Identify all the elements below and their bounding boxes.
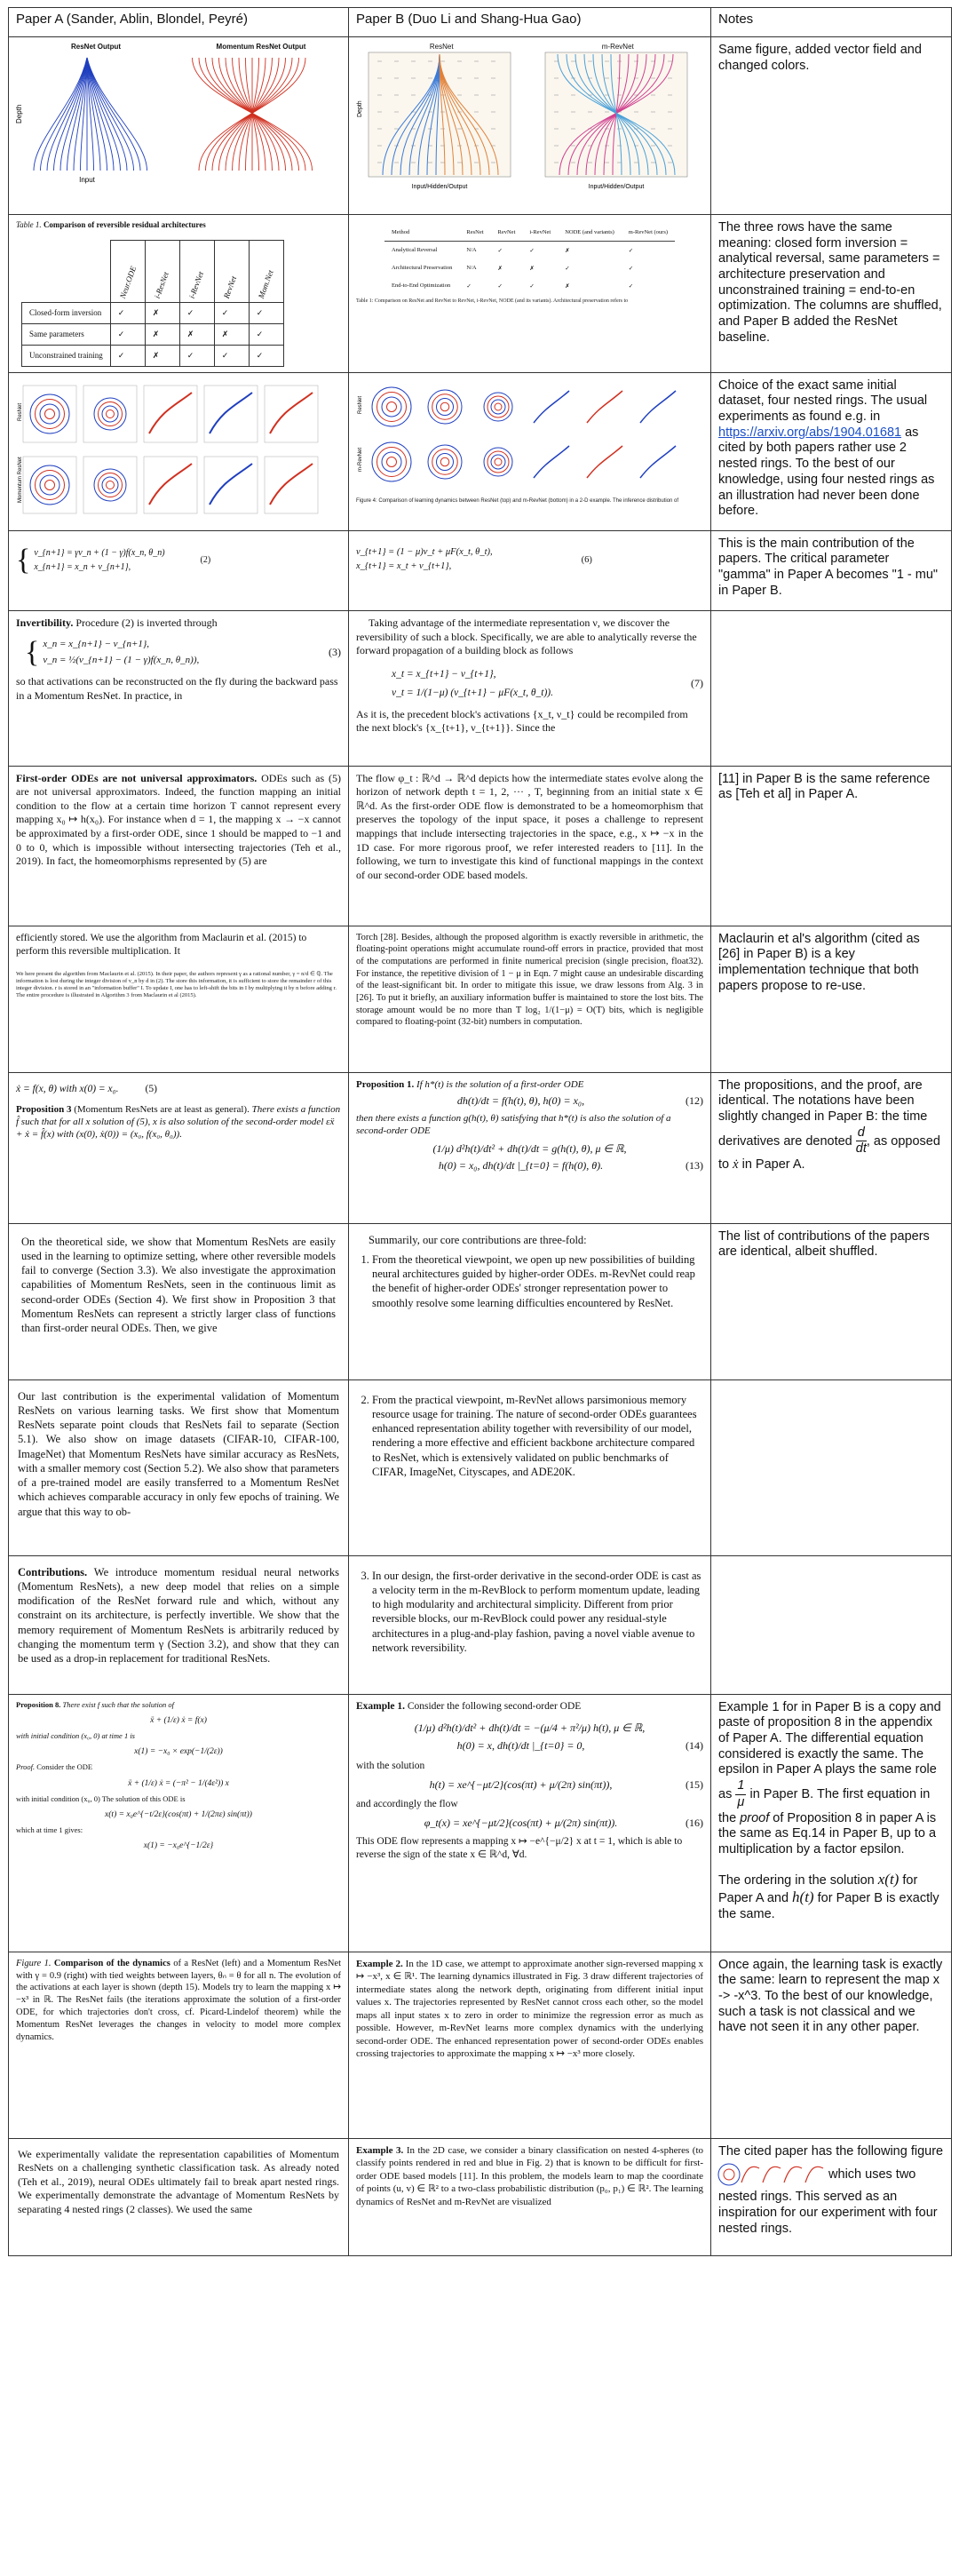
note-1: Same figure, added vector field and changed colors. bbox=[711, 37, 952, 215]
row-example-3 bbox=[9, 2138, 952, 2255]
cell-b-contrib-1 bbox=[349, 1223, 711, 1379]
cell-b-ode: The flow φ_t : ℝ^d → ℝ^d depicts how the intermediate states evolve along the horizon of network depth t = 1, 2, ··· , T, beginning from an initial state x ∈ ℝ^d. As the first-order ODE flow is demonstrated to be a homeomorphism that preserves the topology of the input space, it poses a challenge to represent mappings that include intersecting trajectories in the space, e.g., x ↦ −x in the 1D case. For more rigorous proof, we refer interested readers to [11]. In the following, we turn to investigate this kind of functional mappings in the context of our second-order ODE based models. bbox=[349, 766, 711, 926]
row-contributions-2 bbox=[9, 1379, 952, 1555]
fig-a-rings-ylabel-top: ResNet bbox=[18, 402, 23, 421]
fig-b-right-title: m-RevNet bbox=[601, 43, 634, 51]
note-8-after: in Paper A. bbox=[738, 1157, 805, 1173]
ring bbox=[428, 445, 462, 479]
table-a-cell: ✓ bbox=[179, 345, 214, 366]
table-b-cell: ✓ bbox=[628, 248, 634, 254]
note-8 bbox=[711, 1072, 952, 1223]
inv-b-text1: Taking advantage of the intermediate representation ν, we discover the reversibility of such a block. Specifically, we are able to analytically reverse the forward propagation of a building block as follows bbox=[356, 616, 697, 657]
cell-b-table bbox=[349, 215, 711, 373]
note-14-after: which uses two nested rings. This served as an inspiration for our experiment with four nested rings. bbox=[718, 2167, 938, 2236]
cell-a-rings bbox=[9, 372, 349, 530]
note-12-p3: of Proposition 8 in paper A is the same as Eq.14 in Paper B, up to a multiplication by a factor epsilon. bbox=[718, 1810, 937, 1856]
fig-a-right-lines bbox=[193, 58, 313, 171]
contrib-a-heading: Contributions. bbox=[18, 1565, 88, 1578]
fig-b-rings-caption: Figure 4: Comparison of learning dynamics between ResNet (top) and m-RevNet (bottom) in a 2-D example. The inference distribution of bbox=[356, 497, 679, 504]
note-3-text-after: as cited by both papers rather use 2 nested rings. To the best of our knowledge, using four nested rings as an illustration had never been done before. bbox=[718, 425, 935, 519]
header-row bbox=[9, 8, 952, 37]
note-12-p5: for Paper A and bbox=[718, 1872, 918, 1906]
ex1-eq2: h(t) = xe^{−μt/2}(cos(πt) + μ/(2π) sin(πt)), bbox=[429, 1778, 613, 1792]
note-6: [11] in Paper B is the same reference as [Teh et al] in Paper A. bbox=[711, 766, 952, 926]
note-14-text: The cited paper has the following figure bbox=[718, 2143, 944, 2159]
cell-b-figure bbox=[349, 37, 711, 215]
fig-a-resnet-plot bbox=[16, 51, 158, 184]
cell-a-eq2: { v_{n+1} = γv_n + (1 − γ)f(x_n, θ_n) x_{n+1} = x_n + v_{n+1}, (2) bbox=[9, 530, 349, 610]
note-8-text: The propositions, and the proof, are identical. The notations have been slightly changed in Paper B: the time derivatives are denoted bbox=[718, 1077, 928, 1149]
prop-b-eq2b: h(0) = x₀, dh(t)/dt |_{t=0} = f(h(0), θ). bbox=[438, 1159, 604, 1173]
fig-a-left-lines bbox=[34, 58, 147, 171]
note-12-proof: proof bbox=[740, 1810, 770, 1825]
ex1-text: Consider the following second-order ODE bbox=[407, 1700, 582, 1712]
fig-a-rings bbox=[16, 378, 341, 521]
cell-a-contrib-2: Our last contribution is the experimental validation of Momentum ResNets on various learning tasks. We first show that Momentum ResNets separate point clouds that ResNets fail to separate (Section 5.1). We also show on image datasets (CIFAR-10, CIFAR-100, ImageNet) that Momentum ResNets have similar accuracy as ResNets, with a smaller memory cost (Section 5.2). We also show that parameters of a pre-trained model are easily transferred to a Momentum ResNet which achieves comparable accuracy in only few epochs of training. We argue that this way to ob- bbox=[9, 1379, 349, 1555]
note-14 bbox=[711, 2138, 952, 2255]
prop8-text: There exist f such that the solution of bbox=[62, 1699, 175, 1709]
ring bbox=[491, 455, 505, 469]
prop-a-eq-num: (5) bbox=[145, 1083, 157, 1094]
table-b-col: i-RevNet bbox=[529, 229, 551, 235]
note-14-rings-thumbnail bbox=[718, 2159, 825, 2190]
note-8-frac bbox=[856, 1125, 867, 1157]
table-a-caption-label: Table 1. bbox=[16, 220, 42, 229]
table-b-col: RevNet bbox=[497, 229, 516, 235]
ring bbox=[484, 393, 512, 421]
fig-b-rings-ylabel-top: ResNet bbox=[358, 395, 363, 414]
table-a-row-label: Closed-form inversion bbox=[22, 302, 111, 323]
trajectory-line bbox=[784, 2167, 802, 2183]
prop8-proof-text: Consider the ODE bbox=[36, 1762, 93, 1772]
table-b-caption: Table 1: Comparison on ResNet and RevNet to RevNet, i-RevNet, NODE (and its variants). Architectural preservation refers to bbox=[356, 298, 629, 304]
table-b-row-label: Architectural Preservation bbox=[391, 265, 453, 271]
row-invertibility bbox=[9, 610, 952, 766]
note-4: This is the main contribution of the papers. The critical parameter "gamma" in Paper A becomes "1 - mu" in Paper B. bbox=[711, 530, 952, 610]
table-row bbox=[22, 323, 284, 345]
ring bbox=[437, 453, 454, 470]
fig-a-momentum-plot bbox=[181, 51, 323, 184]
note-13: Once again, the learning task is exactly the same: learn to represent the map x -> -x^3. To the best of our knowledge, such a task is not classical and we have not seen it in any other paper. bbox=[711, 1952, 952, 2138]
prop8-mid2: with initial condition (x₀, 0) The solution of this ODE is bbox=[16, 1793, 186, 1803]
inv-a-text2: so that activations can be reconstructed on the fly during the backward pass in a Momentum ResNet. In practice, in bbox=[16, 675, 338, 703]
note-12-p1: Example 1 for in Paper B is a copy and paste of proposition 8 in the appendix of Paper A. The differential equation considered is exactly the same. The epsilon in Paper A plays the same role as bbox=[718, 1699, 941, 1802]
note-3-text: Choice of the exact same initial dataset, four nested rings. The usual experiments as found e.g. in bbox=[718, 378, 928, 425]
note-12 bbox=[711, 1694, 952, 1952]
ring bbox=[377, 392, 407, 421]
table-b-cell: ✓ bbox=[497, 248, 503, 254]
ode-a-text: ODEs such as (5) are not universal approximators. Indeed, the function mapping an initial condition to the flow at a certain time horizon T cannot represent every mapping x₀ ↦ h(x₀). For instance when d = 1, the mapping x → −x cannot be approximated by a first-order ODE, since 1 should be mapped to −1 and 0 to 0, which is impossible without intersecting trajectories (Teh et al., 2019). In fact, the homeomorphisms represented by (5) are bbox=[16, 771, 342, 868]
ex1-with: with the solution bbox=[356, 1761, 425, 1772]
note-8-x: ẋ bbox=[733, 1157, 739, 1173]
note-5 bbox=[711, 610, 952, 766]
contrib-b-list-3 bbox=[356, 1569, 703, 1656]
table-a-col-3: RevNet bbox=[221, 274, 238, 299]
ex1-title: Example 1. bbox=[356, 1700, 405, 1712]
row-contributions-1 bbox=[9, 1223, 952, 1379]
ex1-eq2-num: (15) bbox=[686, 1778, 703, 1792]
cell-a-contrib-3 bbox=[9, 1555, 349, 1694]
inv-a-eq-line2: v_n = ½(v_{n+1} − (1 − γ)f(x_n, θ_n)), bbox=[43, 654, 200, 665]
ring bbox=[382, 452, 401, 472]
prop-b-text: If h*(t) is the solution of a first-order ODE bbox=[416, 1078, 584, 1090]
table-b-row-label: End-to-End Optimization bbox=[391, 282, 451, 289]
prop-a-paren: (Momentum ResNets are at least as general). bbox=[74, 1103, 250, 1115]
table-a-cell: ✓ bbox=[249, 345, 283, 366]
fig-a-rings-ylabel-bottom: Momentum ResNet bbox=[18, 457, 23, 503]
table-b-cell: N/A bbox=[466, 247, 477, 253]
table-a-caption: Comparison of reversible residual architectures bbox=[43, 220, 206, 229]
ring-panel bbox=[83, 386, 137, 442]
table-b-cell: ✓ bbox=[497, 283, 503, 290]
cell-b-eq6 bbox=[349, 530, 711, 610]
fig1-text: of a ResNet (left) and a Momentum ResNet with γ = 0.9 (right) with tied weights between layers, θₙ = θ for all n. The evolution of the activations at each layer is shown (depth 15). Models try to learn the mapping x ↦ −x³ in ℝ. The ResNet fails (the iterations approximate the solution of a first-order ODE, for which trajectories don't cross, cf. Picard-Lindelof theorem) while the Momentum ResNet leverages the changes in velocity to model more complex dynamics. bbox=[16, 1958, 342, 2042]
prop-a-title: Proposition 3 bbox=[16, 1103, 72, 1115]
prop-b-eq1: dh(t)/dt = f(h(t), θ), h(0) = x₀, bbox=[456, 1093, 585, 1107]
fig-a-right-title: Momentum ResNet Output bbox=[216, 43, 306, 51]
table-a-col-0: Neur.ODE bbox=[117, 265, 138, 299]
prop-b-text2: then there exists a function g(h(t), θ) satisfying that h*(t) is also the solution of a second-order ODE bbox=[356, 1112, 671, 1136]
ring bbox=[718, 2164, 740, 2185]
ring bbox=[372, 387, 411, 426]
cell-a-prop8 bbox=[9, 1694, 349, 1952]
fig-a-left-title: ResNet Output bbox=[71, 43, 121, 51]
row-example-2 bbox=[9, 1952, 952, 2138]
contrib-b-list-1 bbox=[356, 1252, 703, 1310]
table-a-col-4: Mom.Net bbox=[256, 268, 275, 299]
note-12-xt: x(t) bbox=[877, 1870, 900, 1888]
trajectory-line bbox=[87, 58, 140, 171]
fig-b-right-xlabel: Input/Hidden/Output bbox=[588, 184, 644, 190]
eq-b-6-num: (6) bbox=[581, 554, 592, 565]
note-2: The three rows have the same meaning: closed form inversion = analytical reversal, same parameters = architecture preservation and unconstrained training = end-to-en optimization. The columns are shuffled, and Paper B added the ResNet baseline. bbox=[711, 215, 952, 373]
table-a-cell: ✓ bbox=[249, 302, 283, 323]
note-12-frac bbox=[735, 1778, 746, 1810]
row-propositions bbox=[9, 1072, 952, 1223]
contrib-b-list-2 bbox=[356, 1393, 703, 1480]
ex1-eq3-num: (16) bbox=[686, 1816, 703, 1829]
fig-b-xlabel: Input/Hidden/Output bbox=[411, 184, 468, 190]
cell-a-table bbox=[9, 215, 349, 373]
inv-a-eq-line1: x_n = x_{n+1} − v_{n+1}, bbox=[43, 639, 150, 650]
prop8-eq1: ẍ + (1/ε) ẋ = f(x) bbox=[150, 1715, 207, 1725]
table-a-cell: ✗ bbox=[145, 345, 179, 366]
trajectory-line bbox=[805, 2167, 823, 2183]
table-b-cell: ✓ bbox=[628, 283, 634, 290]
row-figure-trajectories bbox=[9, 37, 952, 215]
trajectory-line bbox=[587, 391, 622, 423]
trajectory-line bbox=[534, 391, 569, 423]
note-3 bbox=[711, 372, 952, 530]
fig-b-left-title: ResNet bbox=[429, 43, 454, 51]
table-a-cell: ✓ bbox=[214, 345, 249, 366]
prop8-eq2: x(1) = −x₀ × exp(−1/(2ε)) bbox=[134, 1747, 223, 1757]
note-12-p2: in Paper B. The first equation in the bbox=[718, 1787, 931, 1825]
table-a-cell: ✗ bbox=[214, 323, 249, 345]
prop8-mid: with initial condition (x₀, 0) at time 1 is bbox=[16, 1731, 135, 1741]
ring bbox=[387, 402, 397, 411]
cell-b-contrib-2 bbox=[349, 1379, 711, 1555]
note-11 bbox=[711, 1555, 952, 1694]
table-a-cell: ✓ bbox=[110, 302, 145, 323]
note-7: Maclaurin et al's algorithm (cited as [26] in Paper B) is a key implementation technique that both papers propose to re-use. bbox=[711, 926, 952, 1072]
cell-b-invertibility bbox=[349, 610, 711, 766]
trajectory-line bbox=[763, 2167, 781, 2183]
mac-a-tiny: We here present the algorithm from Maclaurin et al. (2015). In their paper, the authors represent γ as a rational number, γ = n/d ∈ ℚ. The information is lost during the integer division of v_n by d in (2). The store this information, it is sufficient to store the remainder r of this integer division. r is stored in an "information buffer" I. To update I, one has to left-shift the bits in I by multiplying it by n before adding r. The entire procedure is illustrated in Algorithm 3 from Maclaurin et al (2015). bbox=[16, 970, 337, 998]
trajectory-line bbox=[534, 446, 569, 478]
table-b-cell: ✗ bbox=[565, 283, 570, 290]
table-b-cell: ✗ bbox=[565, 248, 570, 254]
table-a-cell: ✓ bbox=[179, 302, 214, 323]
prop8-eq3: ẍ + (1/ε) ẋ = (−π² − 1/(4ε²)) x bbox=[128, 1778, 229, 1788]
contrib-b-item-3: 3. In our design, the first-order derivative in the second-order ODE is cast as a velocity term in the m-RevBlock to perform momentum update, leading to high modularity and architectural simplicity. Different from prior reversible blocks, our m-RevBlock could power any residual-style architectures in a plug-and-play fashion, paving a novel viable avenue to network reversibility. bbox=[372, 1569, 703, 1656]
ring bbox=[724, 2169, 734, 2180]
inv-a-text1: Procedure (2) is inverted through bbox=[75, 616, 218, 629]
prop-a-text: There exists a function f̂ such that for all x solution of (5), x is also solution of the second-order model εẍ + ẋ = f̂(x) with (x(0), ẋ(0)) = (x₀, f(x₀, θ₀)). bbox=[16, 1103, 341, 1141]
cell-b-maclaurin: Torch [28]. Besides, although the proposed algorithm is exactly reversible in arithmetic, the floating-point operations might accumulate round-off errors in practice, provided that most of the computations are performed in finite numerical precision (single precision, float32). For instance, the repetitive division of 1 − μ in Eqn. 7 might cause an undesirable discarding of the least-significant bit. In order to mitigate this issue, we draw lessons from Alg. 3 in [26]. To put it briefly, an auxiliary information buffer is maintained to store the lost bits. The storage amount would be no more than T log₂ 1/(1−μ) = O(T) bits, which is negligible compared to floating-point (32-bit) numbers in computation. bbox=[349, 926, 711, 1072]
prop8-eq5: x(1) = −x₀e^{−1/2ε} bbox=[143, 1841, 214, 1851]
row-example-1 bbox=[9, 1694, 952, 1952]
ex1-eq1-num: (14) bbox=[686, 1739, 703, 1753]
prop-b-eq1-num: (12) bbox=[686, 1093, 703, 1107]
table-a-col-1: i-ResNet bbox=[152, 270, 170, 299]
cell-a-prop bbox=[9, 1072, 349, 1223]
table-row bbox=[384, 242, 675, 260]
ring bbox=[387, 457, 397, 466]
cell-a-invertibility: Invertibility. Procedure (2) is inverted through { x_n = x_{n+1} − v_{n+1}, v_n = ½(v_{n+1} − (1 − γ)f(x_n, θ_n)), (3) so that activations can be reconstructed on the fly during the backward pass in a Momentum ResNet. In practice, in bbox=[9, 610, 349, 766]
inv-b-eq-line2: ν_t = 1/(1−μ) (ν_{t+1} − μF(x_t, θ_t)). bbox=[392, 687, 553, 698]
eq-b-6-line1: ν_{t+1} = (1 − μ)ν_t + μF(x_t, θ_t), bbox=[356, 546, 493, 557]
note-8-mid: , as opposed to bbox=[718, 1133, 940, 1173]
ring bbox=[495, 458, 502, 465]
table-row bbox=[384, 277, 675, 295]
table-a-row-label: Same parameters bbox=[22, 323, 111, 345]
note-12-frac-den: μ bbox=[737, 1794, 745, 1809]
ring bbox=[440, 457, 449, 466]
comparison-table bbox=[8, 7, 952, 2256]
mac-a-text: efficiently stored. We use the algorithm from Maclaurin et al. (2015) to perform this reversible multiplication. It bbox=[16, 932, 307, 957]
ex3-text: In the 2D case, we consider a binary classification on nested 4-spheres (to classify points rendered in red and blue in Fig. 2) that is known to be difficult for first-order ODE based models [11]. In this problem, the models learn to map the coordinate of points (u, v) ∈ ℝ² to a two-class probabilistic distribution (p₀, p₁) ∈ ℝ². The learning dynamics of ResNet and m-RevNet are visualized bbox=[356, 2144, 704, 2207]
row-first-order-odes bbox=[9, 766, 952, 926]
ex2-title: Example 2. bbox=[356, 1958, 403, 1969]
header-paper-b: Paper B (Duo Li and Shang-Hua Gao) bbox=[349, 8, 711, 37]
header-notes: Notes bbox=[711, 8, 952, 37]
inv-b-eq-num: (7) bbox=[691, 676, 703, 689]
fig1-bold: Comparison of the dynamics bbox=[53, 1958, 170, 1968]
ring bbox=[377, 447, 407, 476]
table-a-cell: ✓ bbox=[249, 323, 283, 345]
contrib-b-item-1: 1. From the theoretical viewpoint, we open up new possibilities of building neural architectures guided by higher-order ODEs. m-RevNet could reap the benefit of higher-order ODEs' stronger representation power to smoothly resolve some learning difficulties encountered by ResNet. bbox=[372, 1252, 703, 1310]
ex1-and: and accordingly the flow bbox=[356, 1798, 458, 1809]
note-10 bbox=[711, 1379, 952, 1555]
prop-a-eq: ẋ = f(x, θ) with x(0) = x₀. bbox=[16, 1083, 119, 1094]
inv-b-eq-line1: x_t = x_{t+1} − ν_{t+1}, bbox=[392, 669, 496, 680]
ring-panel bbox=[83, 457, 137, 513]
fig-b-rings bbox=[356, 378, 704, 494]
ring bbox=[440, 402, 449, 411]
eq-a-2-line1: v_{n+1} = γv_n + (1 − γ)f(x_n, θ_n) bbox=[34, 547, 165, 558]
ex1-tail: This ODE flow represents a mapping x ↦ −e^{−μ/2} x at t = 1, which is able to reverse the sign of the state x ∈ ℝ^d, ∀d. bbox=[356, 1836, 683, 1861]
inv-b-text2: As it is, the precedent block's activations {x_t, ν_t} could be recompiled from the next block's {x_{t+1}, ν_{t+1}}. Since the bbox=[356, 707, 688, 735]
note-12-ht: h(t) bbox=[792, 1888, 814, 1906]
cell-a-fig1 bbox=[9, 1952, 349, 2138]
cell-b-example3 bbox=[349, 2138, 711, 2255]
table-a-cell: ✗ bbox=[145, 302, 179, 323]
prop8-proof: Proof. bbox=[16, 1762, 36, 1772]
ring bbox=[491, 400, 505, 414]
trajectory-line bbox=[587, 446, 622, 478]
note-9: The list of contributions of the papers are identical, albeit shuffled. bbox=[711, 1223, 952, 1379]
table-b-col: ResNet bbox=[466, 229, 484, 235]
trajectory-line bbox=[34, 58, 87, 171]
fig-b-mrevnet-plot bbox=[533, 51, 693, 193]
eq-b-6-line2: x_{t+1} = x_t + ν_{t+1}, bbox=[356, 561, 452, 572]
fig-b-ylabel: Depth bbox=[357, 100, 363, 117]
row-update-equations bbox=[9, 530, 952, 610]
trajectory-line bbox=[87, 58, 147, 171]
ring bbox=[495, 403, 502, 410]
prop8-title: Proposition 8. bbox=[16, 1699, 61, 1709]
note-8-frac-num: d bbox=[856, 1125, 867, 1142]
table-b-cell: ✓ bbox=[628, 266, 634, 272]
ring bbox=[437, 398, 454, 415]
fig-b-resnet-plot bbox=[356, 51, 516, 193]
row-architecture-table bbox=[9, 215, 952, 373]
fig-b-rings-panels bbox=[372, 387, 676, 481]
table-b bbox=[384, 224, 675, 295]
table-a-cell: ✓ bbox=[110, 345, 145, 366]
inv-a-eq-num: (3) bbox=[329, 646, 341, 659]
ex2-text: In the 1D case, we attempt to approximate another sign-reversed mapping x ↦ −x³, x ∈ ℝ¹. The learning dynamics illustrated in Fig. 3 draw different trajectories of intermediate states along the network depth, originating from different initial input values x. The trajectories represented by ResNet cannot cross each other, so the model maps all input states x to zero in order to minimize the regression error as much as possible. However, m-RevNet learns more complex dynamics with the underlying second-order ODE. The enhanced representation power of second-order ODEs enables crossing trajectories to approximate the mapping x ↦ −x³ more closely. bbox=[356, 1958, 704, 2060]
ring bbox=[382, 397, 401, 417]
prop-b-eq2a: (1/μ) d²h(t)/dt² + dh(t)/dt = g(h(t), θ), μ ∈ ℝ, bbox=[432, 1142, 627, 1156]
note-8-frac-den: dt bbox=[855, 1141, 867, 1157]
table-a-col-2: i-RevNet bbox=[186, 269, 205, 299]
ex1-eq3: φ_t(x) = xe^{−μt/2}(cos(πt) + μ/(2π) sin(πt)). bbox=[424, 1816, 618, 1829]
fig-a-xlabel: Input bbox=[79, 176, 95, 184]
ex1-eq1: (1/μ) d²h(t)/dt² + dh(t)/dt = −(μ/4 + π²/μ) h(t), μ ∈ ℝ, bbox=[414, 1721, 646, 1734]
contrib-b-item-2: 2. From the practical viewpoint, m-RevNet allows parsimonious memory resource usage for training. The nature of second-order ODEs guarantees enhanced representation ability together with reversibility of our model, rendering a more effective and efficient backbone architecture compared to ResNet, which is extensively validated on public benchmarks of CIFAR, ImageNet, Cityscapes, and ADE20K. bbox=[372, 1393, 703, 1480]
ring bbox=[484, 448, 512, 476]
table-b-col: m-RevNet (ours) bbox=[628, 229, 669, 235]
table-a-cell: ✗ bbox=[179, 323, 214, 345]
header-paper-a: Paper A (Sander, Ablin, Blondel, Peyré) bbox=[9, 8, 349, 37]
contrib-a-text: We introduce momentum residual neural networks (Momentum ResNets), a new deep model that relies on a simple modification of the ResNet forward rule and which, without any constraint on its architecture, is perfectly invertible. We show that the memory requirement of Momentum ResNets is arbitrarily reduced by changing the momentum term γ (Section 3.2), and show that they can be used as a drop-in replacement for traditional ResNets. bbox=[18, 1565, 339, 1666]
table-b-cell: ✓ bbox=[466, 283, 472, 290]
fig1-label: Figure 1. bbox=[16, 1958, 52, 1968]
ex3-title: Example 3. bbox=[356, 2144, 404, 2156]
table-a-row-label: Unconstrained training bbox=[22, 345, 111, 366]
trajectory-line bbox=[640, 446, 676, 478]
note-12-frac-num: 1 bbox=[735, 1778, 746, 1795]
table-row bbox=[384, 259, 675, 277]
fig-b-rings-ylabel-bottom: m-RevNet bbox=[358, 447, 363, 472]
eq-a-2-line2: x_{n+1} = x_n + v_{n+1}, bbox=[34, 561, 131, 572]
cell-a-contrib-1: On the theoretical side, we show that Momentum ResNets are easily used in the learning to optimize setting, where other reversible models fail to converge (Section 3.3). We also investigate the approximation capabilities of Momentum ResNets, seen in the continuous limit as second-order ODEs (Section 4). We first show in Proposition 3 that Momentum ResNets can represent a strictly larger class of functions than first-order neural ODEs. Then, we give bbox=[9, 1223, 349, 1379]
prop8-eq4: x(t) = x₀e^{−t/2ε}(cos(πt) + 1/(2πε) sin(πt)) bbox=[105, 1809, 252, 1819]
ring bbox=[428, 390, 462, 424]
ex1-eq1b: h(0) = x, dh(t)/dt |_{t=0} = 0, bbox=[456, 1739, 585, 1753]
table-b-col: Method bbox=[391, 229, 410, 235]
table-b-col: NODE (and variants) bbox=[565, 229, 614, 235]
inv-a-heading: Invertibility. bbox=[16, 616, 74, 629]
table-b-cell: ✓ bbox=[565, 266, 570, 272]
note-12-p6: for Paper B is exactly the same. bbox=[718, 1891, 939, 1922]
trajectory-line bbox=[741, 2167, 759, 2183]
table-row bbox=[22, 302, 284, 323]
cell-b-prop bbox=[349, 1072, 711, 1223]
trajectory-line bbox=[640, 391, 676, 423]
table-b-cell: ✓ bbox=[529, 283, 535, 290]
table-row bbox=[22, 345, 284, 366]
table-a bbox=[21, 240, 284, 367]
table-a-cell: ✗ bbox=[145, 323, 179, 345]
table-b-cell: N/A bbox=[466, 265, 477, 271]
table-b-cell: ✗ bbox=[529, 266, 535, 272]
cell-a-rings-text: We experimentally validate the representation capabilities of Momentum ResNets on a challenging synthetic classification task. As already noted (Teh et al., 2019), neural ODEs ultimately fail to break apart nested rings. We experimentally demonstrate the advantage of Momentum ResNets by separating 4 nested rings (2 classes). We used the same bbox=[9, 2138, 349, 2255]
cell-b-example2 bbox=[349, 1952, 711, 2138]
fig-a-rings-panels bbox=[23, 386, 318, 513]
table-b-row-label: Analytical Reversal bbox=[391, 247, 438, 253]
table-b-cell: ✓ bbox=[529, 248, 535, 254]
fig-a-ylabel: Depth bbox=[15, 104, 23, 123]
ode-a-heading: First-order ODEs are not universal approximators. bbox=[16, 771, 258, 784]
table-b-cell: ✗ bbox=[497, 266, 503, 272]
ring bbox=[372, 442, 411, 481]
note-12-p4: The ordering in the solution bbox=[718, 1872, 878, 1888]
table-a-cell: ✓ bbox=[214, 302, 249, 323]
eq-a-2-num: (2) bbox=[200, 555, 211, 566]
cell-a-maclaurin bbox=[9, 926, 349, 1072]
cell-a-figure bbox=[9, 37, 349, 215]
row-contributions-3 bbox=[9, 1555, 952, 1694]
prop8-mid3: which at time 1 gives: bbox=[16, 1825, 83, 1835]
cell-b-example1 bbox=[349, 1694, 711, 1952]
row-rings-figure bbox=[9, 372, 952, 530]
table-a-cell: ✓ bbox=[110, 323, 145, 345]
contrib-b-intro: Summarily, our core contributions are three-fold: bbox=[369, 1233, 587, 1246]
note-3-link[interactable]: https://arxiv.org/abs/1904.01681 bbox=[718, 425, 902, 440]
row-maclaurin bbox=[9, 926, 952, 1072]
prop-b-title: Proposition 1. bbox=[356, 1078, 415, 1090]
prop-b-eq2-num: (13) bbox=[686, 1159, 703, 1173]
cell-b-contrib-3 bbox=[349, 1555, 711, 1694]
cell-a-ode bbox=[9, 766, 349, 926]
cell-b-rings bbox=[349, 372, 711, 530]
